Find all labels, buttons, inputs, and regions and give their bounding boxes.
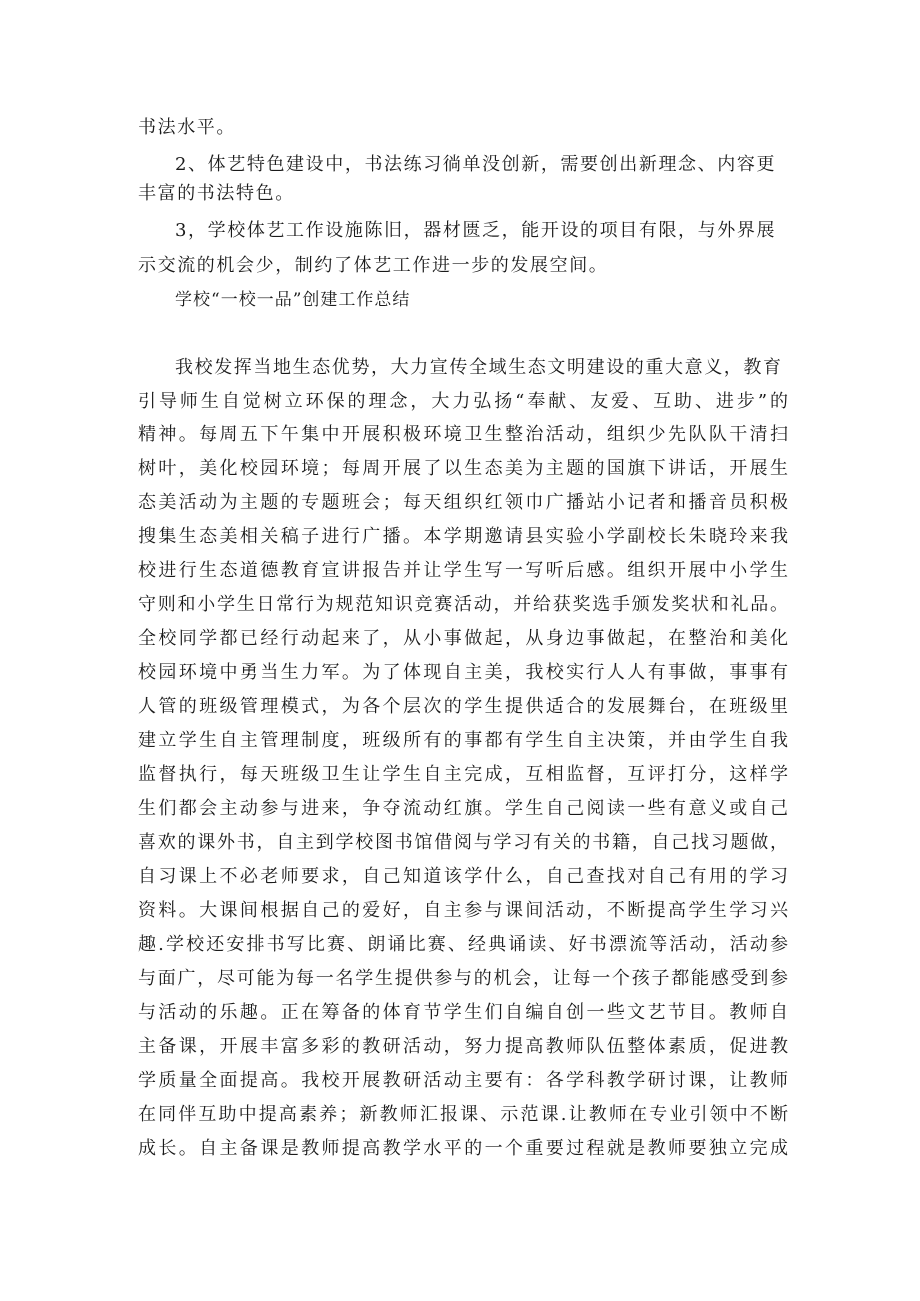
body-line: 守则和小学生日常行为规范知识竞赛活动，并给获奖选手颁发奖状和礼品。	[138, 594, 788, 615]
body-line: 成长。自主备课是教师提高教学水平的一个重要过程就是教师要独立完成	[138, 1138, 788, 1159]
body-line: 校进行生态道德教育宣讲报告并让学生写一写听后感。组织开展中小学生	[138, 560, 788, 581]
body-line: 与活动的乐趣。正在筹备的体育节学生们自编自创一些文艺节目。教师自	[138, 1002, 788, 1023]
item-3-line-2: 示交流的机会少，制约了体艺工作进一步的发展空间。	[138, 255, 609, 276]
body-line: 喜欢的课外书，自主到学校图书馆借阅与学习有关的书籍，自己找习题做，	[138, 832, 788, 853]
item-2-line-1: 2、体艺特色建设中，书法练习徜单没创新，需要创出新理念、内容更	[175, 154, 777, 175]
body-line: 自习课上不必老师要求，自己知道该学什么，自己查找对自己有用的学习	[138, 866, 788, 887]
body-line: 校园环境中勇当生力军。为了体现自主美，我校实行人人有事做，事事有	[138, 662, 788, 683]
body-line: 树叶，美化校园环境；每周开展了以生态美为主题的国旗下讲话，开展生	[138, 458, 788, 479]
body-line: 我校发挥当地生态优势，大力宣传全域生态文明建设的重大意义，教育	[175, 357, 783, 378]
item-3-line-1: 3，学校体艺工作设施陈旧，器材匮乏，能开设的项目有限，与外界展	[175, 220, 777, 241]
body-line: 在同伴互助中提高素养；新教师汇报课、示范课.让教师在专业引领中不断	[138, 1104, 788, 1125]
body-line: 趣.学校还安排书写比赛、朗诵比赛、经典诵读、好书漂流等活动，活动参	[138, 934, 788, 955]
body-line: 态美活动为主题的专题班会；每天组织红领巾广播站小记者和播音员积极	[138, 492, 788, 513]
body-line: 与面广，尽可能为每一名学生提供参与的机会，让每一个孩子都能感受到参	[138, 968, 788, 989]
body-line: 学质量全面提高。我校开展教研活动主要有：各学科教学研讨课，让教师	[138, 1070, 788, 1091]
body-line: 建立学生自主管理制度，班级所有的事都有学生自主决策，并由学生自我	[138, 730, 788, 751]
body-line: 引导师生自觉树立环保的理念，大力弘扬“奉献、友爱、互助、进步”的	[138, 391, 788, 412]
body-line: 精神。每周五下午集中开展积极环境卫生整治活动，组织少先队队干清扫	[138, 424, 788, 445]
body-line: 人管的班级管理模式，为各个层次的学生提供适合的发展舞台，在班级里	[138, 696, 788, 717]
body-line: 主备课，开展丰富多彩的教研活动，努力提高教师队伍整体素质，促进教	[138, 1036, 788, 1057]
item-2-line-2: 丰富的书法特色。	[138, 183, 295, 204]
section-title: 学校“一校一品”创建工作总结	[175, 290, 411, 310]
body-line: 资料。大课间根据自己的爱好，自主参与课间活动，不断提高学生学习兴	[138, 900, 788, 921]
body-line: 监督执行，每天班级卫生让学生自主完成，互相监督，互评打分，这样学	[138, 764, 788, 785]
body-line: 搜集生态美相关稿子进行广播。本学期邀请县实验小学副校长朱晓玲来我	[138, 526, 788, 547]
body-line: 生们都会主动参与进来，争夺流动红旗。学生自己阅读一些有意义或自己	[138, 798, 788, 819]
intro-line: 书法水平。	[138, 117, 236, 138]
body-line: 全校同学都已经行动起来了，从小事做起，从身边事做起，在整治和美化	[138, 628, 788, 649]
